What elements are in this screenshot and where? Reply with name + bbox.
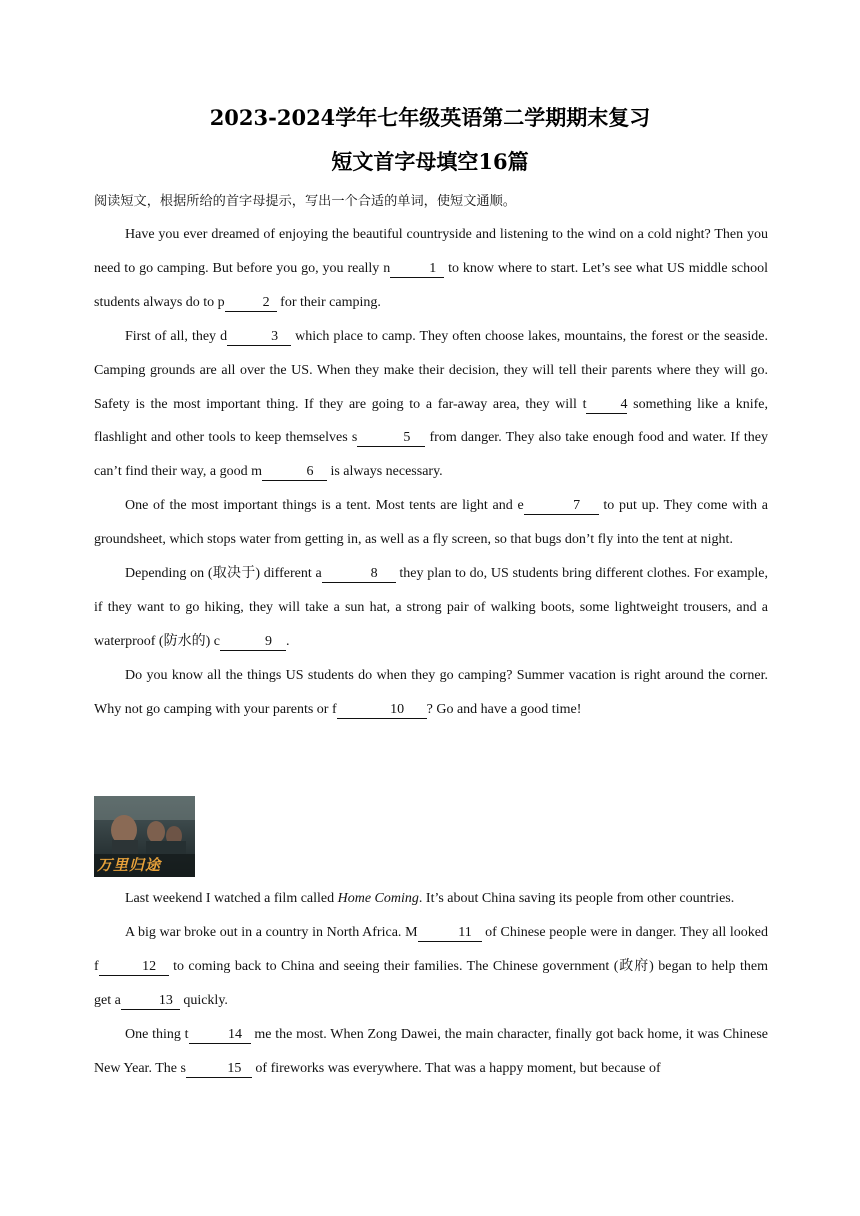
text-run: . It’s about China saving its people from other countries. xyxy=(418,891,735,906)
passage-1 xyxy=(94,218,768,727)
paragraph xyxy=(94,557,768,659)
text-run: to coming back to China and seeing their families. The Chinese government (政府) began to help them get a xyxy=(94,958,768,1008)
paragraph xyxy=(94,659,768,727)
answer-blank-8[interactable]: 8 xyxy=(322,567,396,583)
answer-blank-3[interactable]: 3 xyxy=(227,330,291,346)
text-run: Do you know all the things US students do when they go camping? Summer vacation is right around the corner. Why not go camping with your parents or f xyxy=(94,667,768,717)
document-title: 2023-2024学年七年级英语第二学期期末复习 xyxy=(209,105,651,130)
text-run: to know where to start. Let’s see what US middle school students always do to p xyxy=(94,260,769,310)
document-subtitle: 短文首字母填空16篇 xyxy=(331,149,529,174)
text-run: Depending on (取决于) different a xyxy=(125,566,322,582)
passage-2 xyxy=(94,882,768,1085)
text-run: ? Go and have a good time! xyxy=(426,701,582,717)
film-poster-image xyxy=(94,796,195,877)
answer-blank-12[interactable]: 12 xyxy=(99,960,169,976)
text-run: which place to camp. They often choose lakes, mountains, the forest or the seaside. Camping grounds are all over the US. When they make their decision, they will tell their parents where they will go. Safety is the most important thing. If they are going to a far-away area, they will t xyxy=(94,328,768,412)
answer-blank-6[interactable]: 6 xyxy=(262,465,327,481)
text-run: from danger. They also take enough food and water. If they can’t find their way, a good m xyxy=(94,430,769,480)
text-run: is always necessary. xyxy=(326,464,443,480)
text-run: something like a knife, flashlight and other tools to keep themselves s xyxy=(94,396,768,446)
paragraph xyxy=(94,882,768,916)
text-run: First of all, they d xyxy=(125,328,228,344)
answer-blank-14[interactable]: 14 xyxy=(189,1028,251,1044)
text-run: A big war broke out in a country in North Africa. M xyxy=(125,924,418,940)
paragraph xyxy=(94,489,768,557)
text-run: to put up. They come with a groundsheet, which stops water from getting in, as well as a fly screen, so that bugs don’t fly into the tent at night. xyxy=(94,498,768,548)
text-run: . xyxy=(285,633,290,649)
answer-blank-5[interactable]: 5 xyxy=(357,431,425,447)
text-run: Have you ever dreamed of enjoying the beautiful countryside and listening to the wind on a cold night? Then you need to go camping. But before you go, you really n xyxy=(94,227,768,276)
text-run: One of the most important things is a tent. Most tents are light and e xyxy=(125,498,524,514)
text-run: Last weekend I watched a film called xyxy=(125,891,338,906)
answer-blank-4[interactable]: 4 xyxy=(586,398,627,414)
answer-blank-13[interactable]: 13 xyxy=(121,994,180,1010)
paragraph xyxy=(94,218,768,320)
answer-blank-9[interactable]: 9 xyxy=(220,635,286,651)
text-run: for their camping. xyxy=(276,294,381,310)
text-run: of Chinese people were in danger. They all looked f xyxy=(94,924,768,974)
paragraph xyxy=(94,1018,768,1086)
film-title: Home Coming xyxy=(337,891,419,906)
paragraph xyxy=(94,320,768,490)
poster-caption: 万里归途 xyxy=(97,856,162,874)
answer-blank-10[interactable]: 10 xyxy=(337,703,427,719)
text-run: One thing t xyxy=(125,1026,189,1042)
answer-blank-2[interactable]: 2 xyxy=(225,296,277,312)
text-run: of fireworks was everywhere. That was a happy moment, but because of xyxy=(251,1060,661,1076)
answer-blank-15[interactable]: 15 xyxy=(186,1062,252,1078)
text-run: they plan to do, US students bring different clothes. For example, if they want to go hiking, they will take a sun hat, a strong pair of walking boots, some lightweight trousers, and a waterproof (防水的) c xyxy=(94,566,768,649)
answer-blank-1[interactable]: 1 xyxy=(390,262,444,278)
instructions: 阅读短文，根据所给的首字母提示，写出一个合适的单词，使短文通顺。 xyxy=(94,194,516,209)
text-run: quickly. xyxy=(179,992,228,1008)
answer-blank-11[interactable]: 11 xyxy=(418,926,482,942)
answer-blank-7[interactable]: 7 xyxy=(524,499,599,515)
paragraph xyxy=(94,916,768,1018)
text-run: me the most. When Zong Dawei, the main character, finally got back home, it was Chinese New Year. The s xyxy=(94,1026,769,1076)
